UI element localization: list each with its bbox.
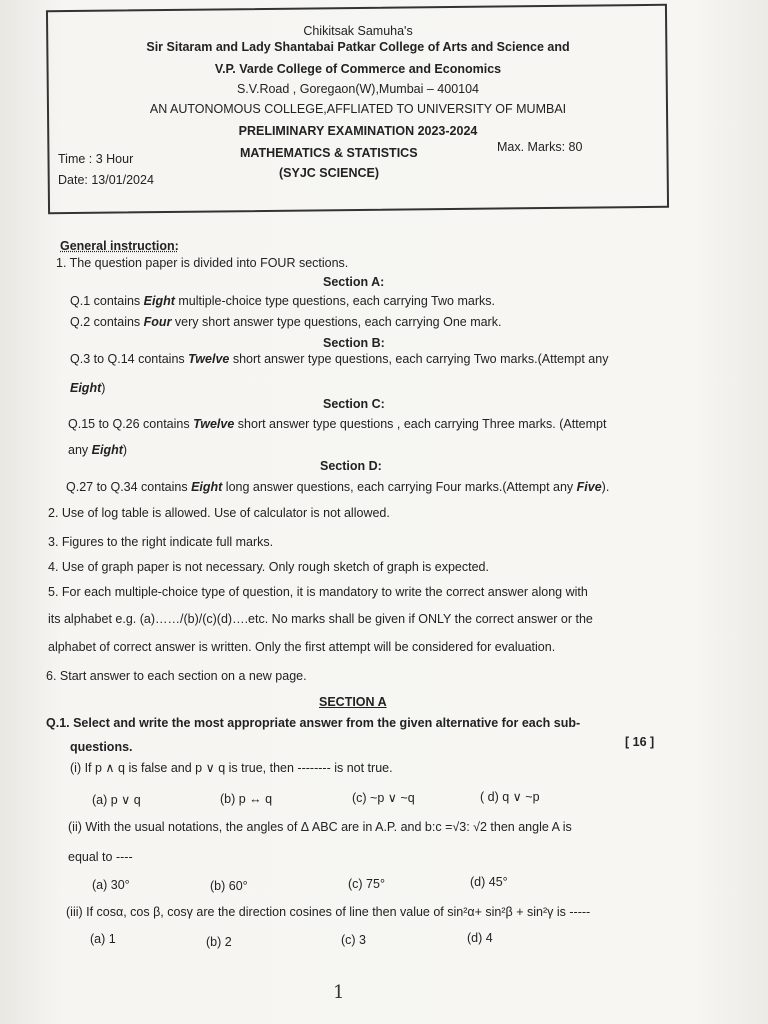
instruction-q3-cont bbox=[70, 381, 105, 395]
college-address: S.V.Road , Goregaon(W),Mumbai – 400104 bbox=[236, 82, 480, 96]
q27-pre: Q.27 to Q.34 contains bbox=[66, 480, 192, 494]
instruction-5-line1: 5. For each multiple-choice type of question, it is mandatory to write the correct answer along with bbox=[48, 585, 588, 599]
q1-marks: [ 16 ] bbox=[625, 735, 655, 749]
question-iii-option-c: (c) 3 bbox=[341, 933, 366, 947]
instruction-q1 bbox=[70, 294, 495, 308]
exam-date: Date: 13/01/2024 bbox=[58, 173, 154, 187]
q3-cont: Eight bbox=[70, 381, 102, 395]
section-b-label: Section B: bbox=[323, 336, 385, 350]
exam-title: PRELIMINARY EXAMINATION 2023-2024 bbox=[238, 124, 478, 138]
question-i-option-a: (a) p ∨ q bbox=[92, 793, 141, 807]
q15-cont-pre: any bbox=[68, 443, 92, 457]
q2-post: very short answer type questions, each carrying One mark. bbox=[171, 315, 502, 329]
q3-close: ) bbox=[101, 381, 106, 395]
instructions-heading: General instruction: bbox=[60, 239, 179, 253]
q27-close: ). bbox=[601, 480, 610, 494]
question-ii-option-c: (c) 75° bbox=[348, 877, 385, 891]
instruction-1: 1. The question paper is divided into FOUR sections. bbox=[56, 256, 349, 270]
q3-post: short answer type questions, each carrying Two marks.(Attempt any bbox=[229, 352, 609, 366]
question-iii-option-a: (a) 1 bbox=[90, 932, 116, 946]
question-iii-expr: sin²α+ sin²β + sin²γ bbox=[447, 905, 554, 919]
instruction-q15-cont bbox=[68, 443, 127, 457]
instruction-6: 6. Start answer to each section on a new page. bbox=[46, 669, 307, 683]
question-ii-option-b: (b) 60° bbox=[210, 879, 248, 893]
class-name: (SYJC SCIENCE) bbox=[279, 166, 380, 180]
q15-post: short answer type questions , each carrying Three marks. (Attempt bbox=[234, 417, 607, 431]
question-ii-option-d: (d) 45° bbox=[470, 875, 508, 889]
q1-instruction-line1: Q.1. Select and write the most appropriate answer from the given alternative for each sub- bbox=[46, 716, 581, 730]
page-number: 1 bbox=[333, 982, 345, 1003]
q1-em: Eight bbox=[143, 294, 175, 308]
instruction-2: 2. Use of log table is allowed. Use of calculator is not allowed. bbox=[48, 506, 390, 520]
question-i: (i) If p ∧ q is false and p ∨ q is true, then -------- is not true. bbox=[70, 761, 393, 775]
affiliation: AN AUTONOMOUS COLLEGE,AFFLIATED TO UNIVERSITY OF MUMBAI bbox=[149, 102, 567, 116]
instruction-3: 3. Figures to the right indicate full marks. bbox=[48, 535, 274, 549]
question-iii-post: is ----- bbox=[553, 905, 591, 919]
q27-em: Eight bbox=[191, 480, 223, 494]
q15-pre: Q.15 to Q.26 contains bbox=[68, 417, 194, 431]
max-marks: Max. Marks: 80 bbox=[497, 140, 583, 154]
q27-post: long answer questions, each carrying Four marks.(Attempt any bbox=[222, 480, 577, 494]
section-d-label: Section D: bbox=[320, 459, 382, 473]
instruction-5-line3: alphabet of correct answer is written. Only the first attempt will be considered for evaluation. bbox=[48, 640, 556, 654]
question-iii-pre: (iii) If cosα, cos β, cosγ are the direction cosines of line then value of bbox=[66, 905, 448, 919]
q1-pre: Q.1 contains bbox=[70, 294, 144, 308]
section-c-label: Section C: bbox=[323, 397, 385, 411]
question-ii-line1: (ii) With the usual notations, the angles of Δ ABC are in A.P. and b:c =√3: √2 then angle A is bbox=[68, 820, 572, 834]
section-a-label: Section A: bbox=[323, 275, 385, 289]
q3-em: Twelve bbox=[188, 352, 230, 366]
q1-post: multiple-choice type questions, each carrying Two marks. bbox=[174, 294, 495, 308]
instruction-5-line2: its alphabet e.g. (a)……/(b)/(c)(d)….etc. No marks shall be given if ONLY the correct answer or the bbox=[48, 612, 593, 626]
org-name: Chikitsak Samuha's bbox=[303, 24, 413, 38]
question-iii bbox=[66, 905, 590, 919]
subject: MATHEMATICS & STATISTICS bbox=[240, 146, 418, 160]
q2-em: Four bbox=[143, 315, 172, 329]
exam-time: Time : 3 Hour bbox=[58, 152, 134, 166]
q15-em: Twelve bbox=[193, 417, 235, 431]
instruction-q15 bbox=[68, 417, 606, 431]
college-name-2: V.P. Varde College of Commerce and Economics bbox=[214, 62, 502, 76]
q2-pre: Q.2 contains bbox=[70, 315, 144, 329]
question-ii-line2: equal to ---- bbox=[68, 850, 133, 864]
q15-cont-em: Eight bbox=[91, 443, 123, 457]
question-iii-option-d: (d) 4 bbox=[467, 931, 493, 945]
instruction-q3 bbox=[70, 352, 608, 366]
question-i-option-d: ( d) q ∨ ~p bbox=[480, 790, 540, 804]
instruction-q27 bbox=[66, 480, 609, 494]
q15-cont-post: ) bbox=[122, 443, 128, 457]
section-a-title: SECTION A bbox=[319, 695, 387, 709]
instruction-q2 bbox=[70, 315, 501, 329]
question-i-option-b: (b) p ↔ q bbox=[220, 792, 273, 806]
q27-em2: Five bbox=[576, 480, 602, 494]
q3-pre: Q.3 to Q.14 contains bbox=[70, 352, 189, 366]
question-i-option-c: (c) ~p ∨ ~q bbox=[352, 791, 415, 805]
question-ii-option-a: (a) 30° bbox=[92, 878, 130, 892]
instruction-4: 4. Use of graph paper is not necessary. Only rough sketch of graph is expected. bbox=[48, 560, 489, 574]
q1-instruction-line2: questions. bbox=[70, 740, 133, 754]
college-name-1: Sir Sitaram and Lady Shantabai Patkar College of Arts and Science and bbox=[146, 40, 570, 54]
question-iii-option-b: (b) 2 bbox=[206, 935, 232, 949]
